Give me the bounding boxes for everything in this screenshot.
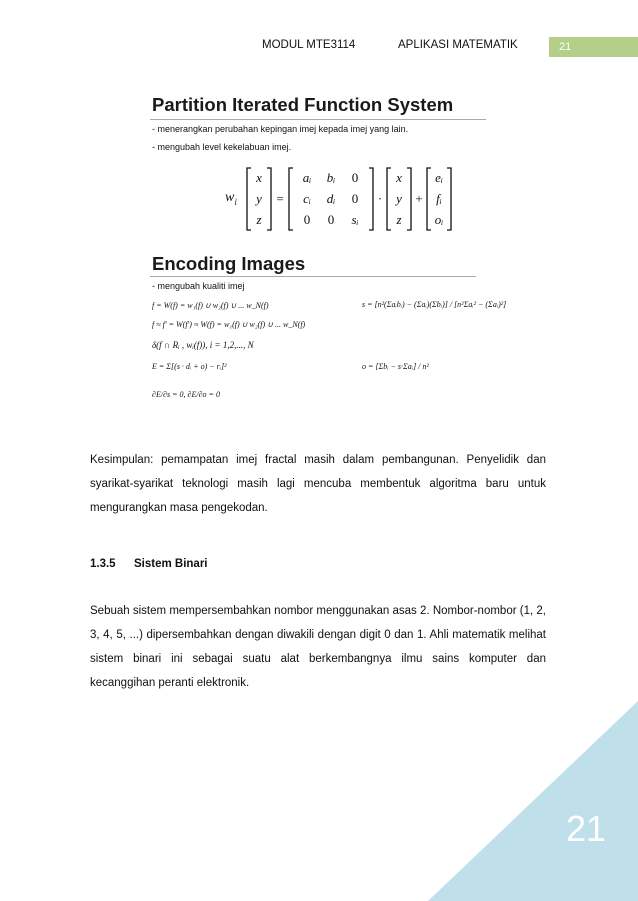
conclusion-paragraph: Kesimpulan: pemampatan imej fractal masih dalam pembangunan. Penyelidik dan syarikat-syarikat teknologi masih lagi mencuba membentuk algoritma baru untuk mengurangkan masa pengekodan. (90, 454, 546, 514)
header-page-number: 21 (549, 37, 638, 57)
svg-text:cᵢ: cᵢ (303, 191, 311, 206)
section-title: Sistem Binari (134, 558, 208, 570)
svg-text:sᵢ: sᵢ (351, 212, 359, 227)
svg-text:x: x (256, 170, 262, 185)
svg-text:=: = (276, 191, 284, 206)
svg-text:x: x (396, 170, 402, 185)
svg-text:z: z (396, 212, 402, 227)
binary-paragraph: Sebuah sistem mempersembahkan nombor menggunakan asas 2. Nombor-nombor (1, 2, 3, 4, 5, ...) dipersembahkan dengan diwakili dengan digit 0 dan 1. Ahli matematik melihat sistem binari ini sebagai suatu alat berkembangnya ilmu sains komputer dan kecanggihan peranti elektronik. (90, 605, 546, 689)
svg-text:·: · (377, 191, 383, 206)
svg-text:0: 0 (303, 212, 311, 227)
corner-triangle (428, 701, 638, 901)
svg-text:fᵢ: fᵢ (436, 191, 442, 206)
module-code: MODUL MTE3114 (262, 39, 356, 51)
equation-3: δ(f ∩ Rᵢ , wᵢ(f)), i = 1,2,..., N (152, 340, 254, 350)
svg-text:z: z (256, 212, 262, 227)
subject-title: APLIKASI MATEMATIK (398, 39, 518, 51)
svg-text:bᵢ: bᵢ (326, 170, 336, 185)
svg-text:y: y (396, 191, 402, 206)
slide1-rule (150, 119, 486, 120)
equation-2: f ≈ f′ = W(f′) ≈ W(f) = w₁(f) ∪ w₂(f) ∪ ... w_N(f) (152, 320, 306, 329)
slide2-rule (150, 276, 476, 277)
svg-text:aᵢ: aᵢ (302, 170, 312, 185)
page-number: 21 (566, 808, 607, 849)
equation-o: o = [Σbᵢ − s·Σaᵢ] / n² (362, 362, 429, 371)
equation-4: E = Σ[(s · dᵢ + o) − rᵢ]² (152, 362, 227, 371)
svg-text:y: y (256, 191, 262, 206)
svg-text:oᵢ: oᵢ (434, 212, 444, 227)
equation-s: s = [n²(Σaᵢbᵢ) − (Σaᵢ)(Σbᵢ)] / [n²Σaᵢ² − (Σaᵢ)²] (362, 300, 507, 309)
matrix-equation: $w_i$ x y z = aᵢ bᵢ 0 cᵢ dᵢ 0 0 0 sᵢ · x y z + eᵢ fᵢ oᵢ (225, 166, 485, 232)
equation-5: ∂E/∂s = 0, ∂E/∂o = 0 (152, 390, 220, 399)
equation-1: f = W(f) = w₁(f) ∪ w₂(f) ∪ ... w_N(f) (152, 301, 269, 310)
slide1-bullet2: - mengubah level kekelabuan imej. (152, 142, 292, 152)
slide1-title: Partition Iterated Function System (152, 94, 454, 115)
slide1-bullet1: - menerangkan perubahan kepingan imej kepada imej yang lain. (152, 124, 409, 134)
svg-text:0: 0 (351, 191, 359, 206)
svg-text:0: 0 (327, 212, 335, 227)
page-header (0, 37, 638, 55)
section-number: 1.3.5 (90, 558, 116, 570)
svg-text:+: + (415, 191, 423, 206)
svg-text:dᵢ: dᵢ (326, 191, 336, 206)
slide2-title: Encoding Images (152, 253, 306, 274)
slide2-bullet1: - mengubah kualiti imej (152, 281, 245, 291)
svg-text:eᵢ: eᵢ (435, 170, 443, 185)
matrix-brackets (245, 166, 485, 232)
svg-text:0: 0 (351, 170, 359, 185)
